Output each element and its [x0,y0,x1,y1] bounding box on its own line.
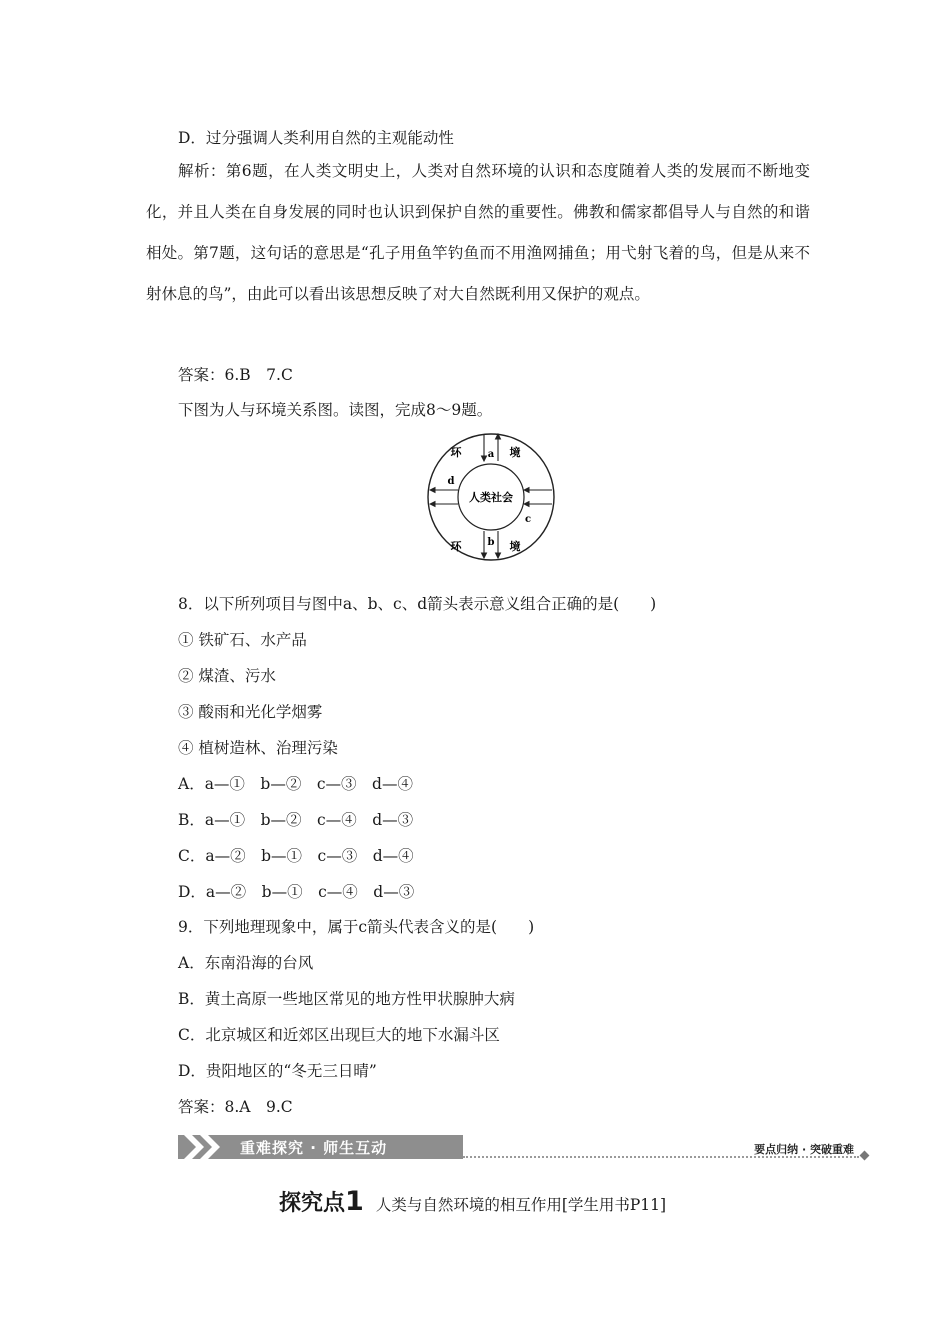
section-banner [178,1133,868,1163]
human-environment-diagram [425,430,557,564]
chevron-double-icon [182,1135,226,1159]
q9-option-a: A．东南沿海的台风 [178,954,314,972]
figure-intro: 下图为人与环境关系图。读图，完成8～9题。 [178,401,493,419]
q7-option-d: D．过分强调人类利用自然的主观能动性 [178,129,454,147]
label-c: c [524,514,532,525]
label-bottom-right: 境 [509,540,521,553]
q8-option-c: C．a—② b—① c—③ d—④ [178,847,414,865]
banner-right-label: 要点归纳 · 突破重难 [754,1143,854,1156]
q8-item-1: ① 铁矿石、水产品 [178,631,307,649]
q8-item-2: ② 煤渣、污水 [178,667,276,685]
label-top-left: 环 [450,446,462,459]
q9-option-c: C．北京城区和近郊区出现巨大的地下水漏斗区 [178,1026,500,1044]
q8-item-4: ④ 植树造林、治理污染 [178,739,338,757]
answer-8-9: 答案：8.A 9.C [178,1098,293,1116]
q8-stem: 8．以下所列项目与图中a、b、c、d箭头表示意义组合正确的是( ) [178,595,657,613]
explore-number: 1 [345,1186,364,1217]
q8-option-b: B．a—① b—② c—④ d—③ [178,811,414,829]
q9-option-d: D．贵阳地区的“冬无三日晴” [178,1062,377,1080]
answer-6-7: 答案：6.B 7.C [178,366,293,384]
explore-label: 探究点 [279,1191,346,1216]
label-bottom-left: 环 [450,540,462,553]
label-top-right: 境 [509,446,521,459]
explore-title: 人类与自然环境的相互作用[学生用书P11] [375,1196,667,1214]
q9-stem: 9．下列地理现象中，属于c箭头代表含义的是( ) [178,918,535,936]
label-b: b [487,537,495,548]
q8-option-d: D．a—② b—① c—④ d—③ [178,883,415,901]
explore-heading [279,1186,666,1217]
q9-option-b: B．黄土高原一些地区常见的地方性甲状腺肿大病 [178,990,515,1008]
analysis-paragraph: 解析：第6题，在人类文明史上，人类对自然环境的认识和态度随着人类的发展而不断地变化，并且人类在自身发展的同时也认识到保护自然的重要性。佛教和儒家都倡导人与自然的和谐相处。第7题，这句话的意思是“孔子用鱼竿钓鱼而不用渔网捕鱼；用弋射飞着的鸟，但是从来不射休息的鸟”，由此可以看出该思想反映了对大自然既利用又保护的观点。 [146,162,810,303]
q8-item-3: ③ 酸雨和光化学烟雾 [178,703,323,721]
diamond-icon [860,1151,870,1161]
q8-option-a: A．a—① b—② c—③ d—④ [178,775,413,793]
banner-title: 重难探究 · 师生互动 [240,1139,388,1157]
label-center: 人类社会 [469,491,513,504]
label-a: a [487,449,495,460]
label-d: d [447,476,455,487]
